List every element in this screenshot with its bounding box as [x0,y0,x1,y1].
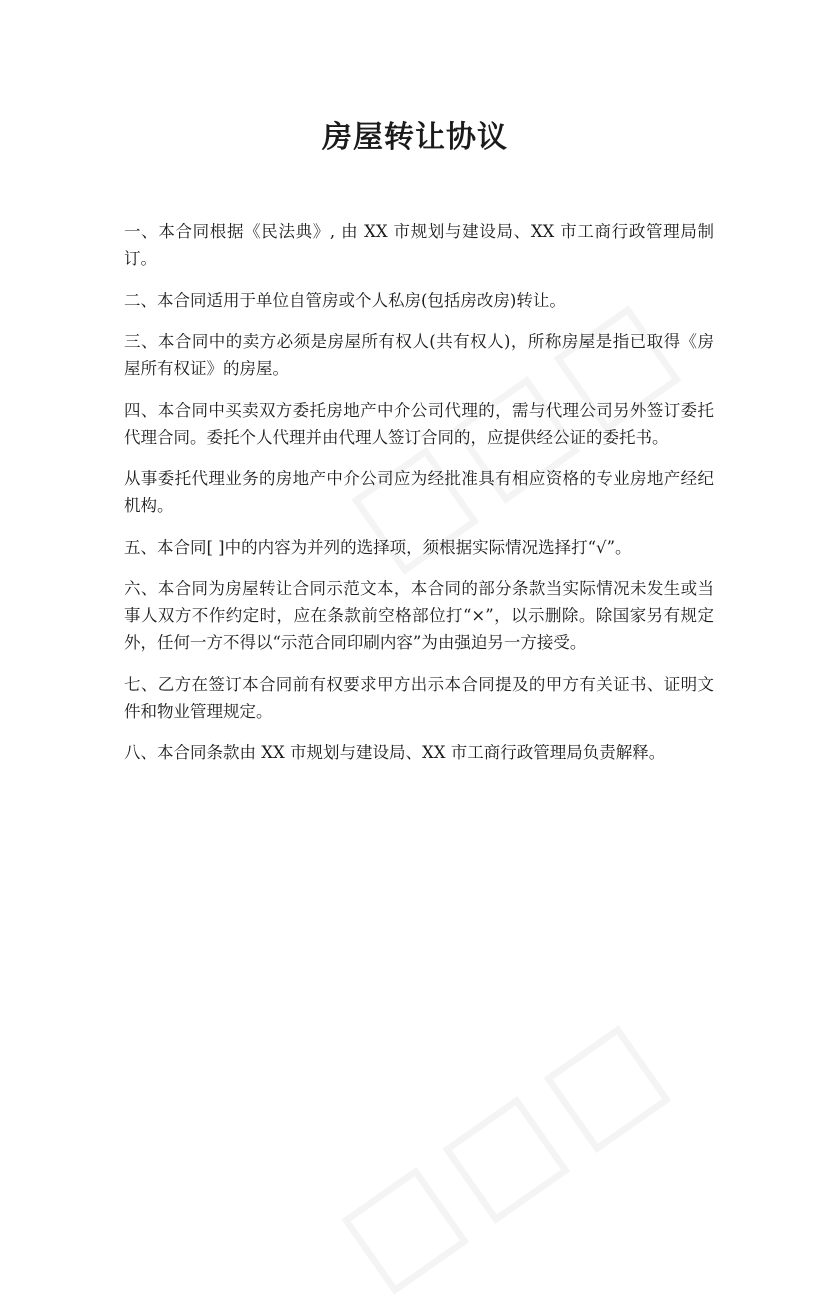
clause-4: 四、本合同中买卖双方委托房地产中介公司代理的，需与代理公司另外签订委托代理合同。委托个人代理并由代理人签订合同的，应提供经公证的委托书。 [124,400,714,447]
document-body [124,218,714,781]
clause-5: 五、本合同[ ]中的内容为并列的选择项，须根据实际情况选择打“√”。 [124,537,632,557]
document-title: 房屋转让协议 [322,120,508,155]
clause-4-note: 从事委托代理业务的房地产中介公司应为经批准具有相应资格的专业房地产经纪机构。 [124,469,714,515]
clause-8: 八、本合同条款由 XX 市规划与建设局、XX 市工商行政管理局负责解释。 [124,743,666,762]
clause-3: 三、本合同中的卖方必须是房屋所有权人(共有权人)，所称房屋是指已取得《房屋所有权证》的房屋。 [124,332,714,378]
clause-1: 一、本合同根据《民法典》, 由 XX 市规划与建设局、XX 市工商行政管理局制订。 [124,222,714,268]
clause-6: 六、本合同为房屋转让合同示范文本，本合同的部分条款当实际情况未发生或当事人双方不作约定时，应在条款前空格部位打“×”，以示删除。除国家另有规定外，任何一方不得以“示范合同印刷内容”为由强迫另一方接受。 [124,579,714,652]
clause-2: 二、本合同适用于单位自管房或个人私房(包括房改房)转让。 [124,290,566,310]
watermark [314,986,697,1312]
clause-7: 七、乙方在签订本合同前有权要求甲方出示本合同提及的甲方有关证书、证明文件和物业管理规定。 [124,674,714,721]
